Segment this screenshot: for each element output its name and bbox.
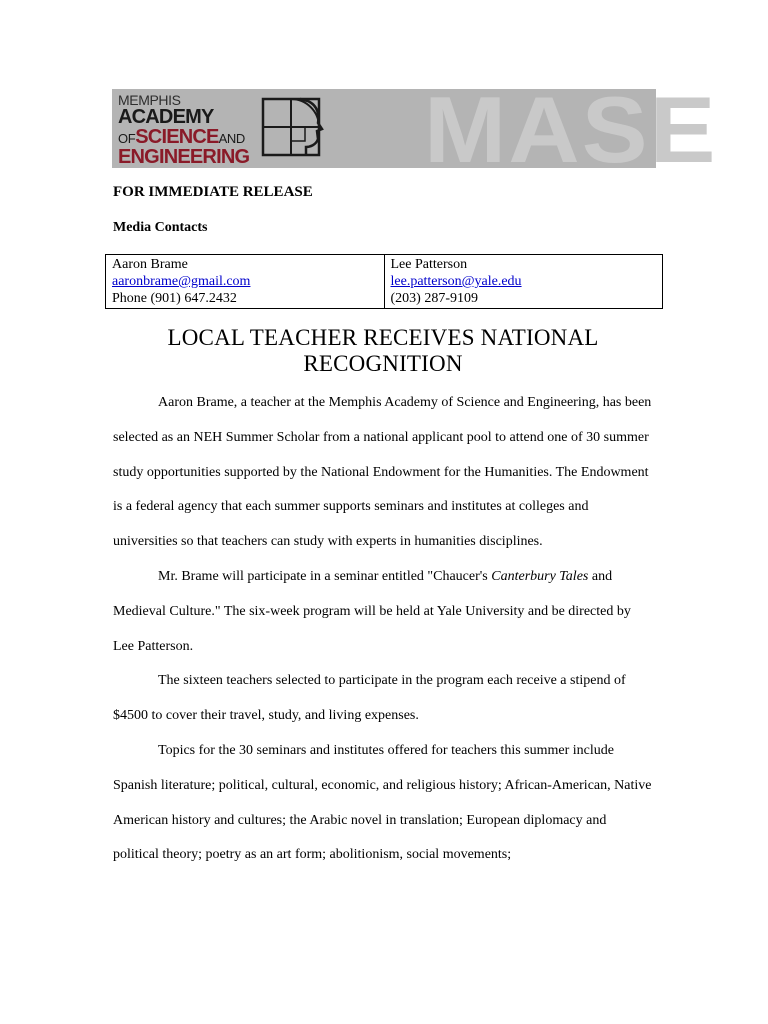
- header-banner: [112, 77, 718, 182]
- banner-watermark: MASE: [424, 77, 718, 182]
- school-logo-text: [118, 93, 249, 167]
- logo-line-memphis: MEMPHIS: [118, 92, 181, 108]
- paragraph-2: [113, 560, 653, 664]
- contact-phone: Phone (901) 647.2432: [112, 291, 237, 306]
- paragraph-3: The sixteen teachers selected to participate in the program each receive a stipend of $4500 to cover their travel, study, and living expenses.: [113, 673, 626, 724]
- contact-phone: (203) 287-9109: [390, 291, 478, 306]
- contact-cell: [106, 255, 385, 309]
- headline: LOCAL TEACHER RECEIVES NATIONAL RECOGNITION: [167, 325, 599, 376]
- contact-cell: [384, 255, 663, 309]
- paragraph-2-text: and Medieval Culture." The six-week program will be held at Yale University and be directed by Lee Patterson.: [113, 568, 631, 654]
- article-body: [113, 386, 653, 873]
- contact-email-link[interactable]: aaronbrame@gmail.com: [112, 274, 251, 289]
- head-profile-logo-icon: [260, 95, 324, 159]
- paragraph-4: Topics for the 30 seminars and institutes offered for teachers this summer include Spanish literature; political, cultural, economic, and religious history; African-American, Native American history and cultures; the Arabic novel in translation; European diplomacy and political theory; poetry as an art form; abolitionism, social movements;: [113, 742, 652, 863]
- contact-name: Lee Patterson: [390, 257, 468, 272]
- logo-line-academy: ACADEMY: [118, 106, 214, 128]
- media-contacts-label: Media Contacts: [113, 220, 208, 235]
- contact-name: Aaron Brame: [112, 257, 188, 272]
- media-contacts-table: [105, 254, 663, 309]
- paragraph-1: Aaron Brame, a teacher at the Memphis Academy of Science and Engineering, has been selected as an NEH Summer Scholar from a national applicant pool to attend one of 30 summer study opportunities supported by the National Endowment for the Humanities. The Endowment is a federal agency that each summer supports seminars and institutes at colleges and universities so that teachers can study with experts in humanities disciplines.: [113, 395, 652, 550]
- contact-email-link[interactable]: lee.patterson@yale.edu: [390, 274, 522, 289]
- logo-word-science: SCIENCE: [135, 126, 219, 148]
- release-label: FOR IMMEDIATE RELEASE: [113, 184, 313, 200]
- logo-word-of: OF: [118, 131, 136, 146]
- paragraph-2-text: Mr. Brame will participate in a seminar entitled "Chaucer's: [158, 568, 492, 584]
- book-title: Canterbury Tales: [491, 568, 589, 584]
- logo-word-and: AND: [218, 131, 245, 146]
- logo-line-engineering: ENGINEERING: [118, 146, 250, 168]
- logo-line-science: [118, 127, 249, 147]
